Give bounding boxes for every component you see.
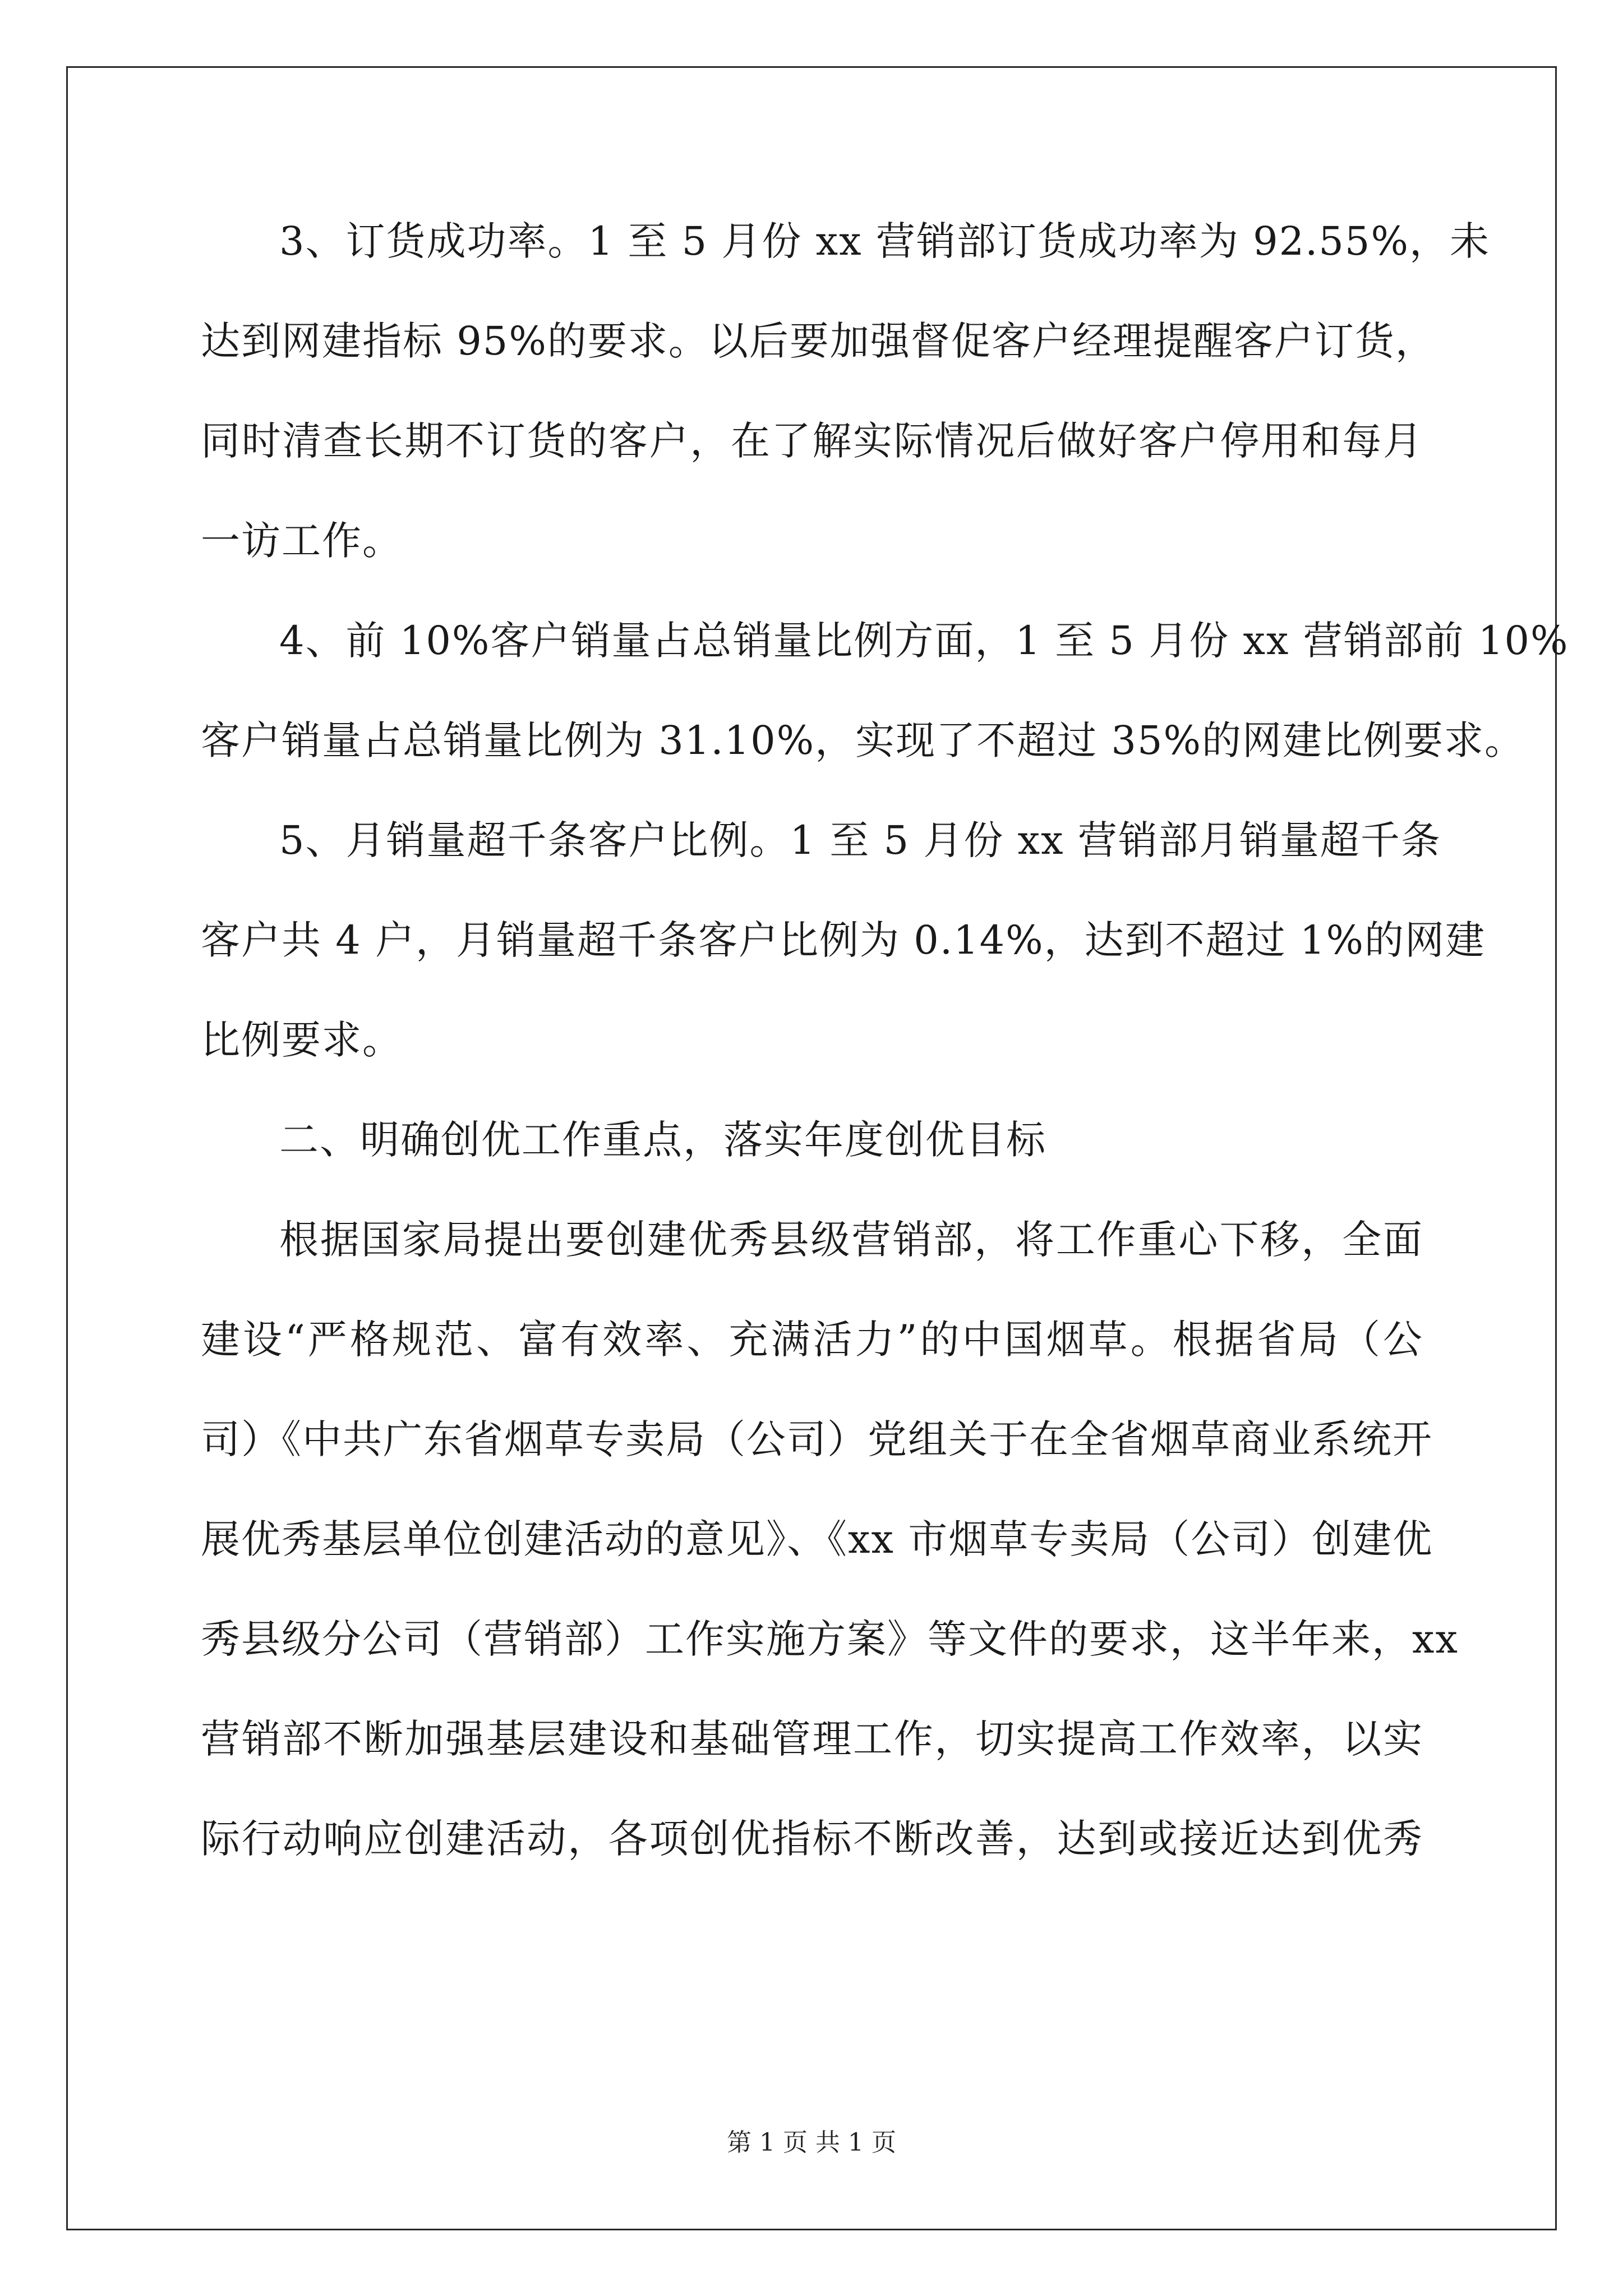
- paragraph-5-line-1: 5、月销量超千条客户比例。1 至 5 月份 xx 营销部月销量超千条: [279, 817, 1441, 863]
- section-heading: 二、明确创优工作重点，落实年度创优目标: [279, 1117, 1046, 1163]
- paragraph-6-line-5: 秀县级分公司（营销部）工作实施方案》等文件的要求，这半年来，xx: [201, 1616, 1459, 1662]
- paragraph-6-line-6: 营销部不断加强基层建设和基础管理工作，切实提高工作效率，以实: [201, 1716, 1423, 1762]
- paragraph-6-line-1: 根据国家局提出要创建优秀县级营销部，将工作重心下移，全面: [279, 1217, 1423, 1263]
- paragraph-3-line-2: 达到网建指标 95%的要求。以后要加强督促客户经理提醒客户订货，: [201, 318, 1436, 364]
- paragraph-4-line-2: 客户销量占总销量比例为 31.10%，实现了不超过 35%的网建比例要求。: [201, 717, 1525, 763]
- paragraph-6-line-7: 际行动响应创建活动，各项创优指标不断改善，达到或接近达到优秀: [201, 1816, 1423, 1862]
- paragraph-5-line-3: 比例要求。: [201, 1017, 403, 1063]
- paragraph-5-line-2: 客户共 4 户，月销量超千条客户比例为 0.14%，达到不超过 1%的网建: [201, 917, 1486, 963]
- paragraph-6-line-4: 展优秀基层单位创建活动的意见》、《xx 市烟草专卖局（公司）创建优: [201, 1516, 1433, 1562]
- paragraph-3-line-1: 3、订货成功率。1 至 5 月份 xx 营销部订货成功率为 92.55%，未: [279, 218, 1490, 264]
- paragraph-3-line-4: 一访工作。: [201, 518, 403, 564]
- paragraph-3-line-3: 同时清查长期不订货的客户，在了解实际情况后做好客户停用和每月: [201, 418, 1423, 464]
- paragraph-6-line-2: 建设“严格规范、富有效率、充满活力”的中国烟草。根据省局（公: [201, 1317, 1423, 1363]
- paragraph-4-line-1: 4、前 10%客户销量占总销量比例方面，1 至 5 月份 xx 营销部前 10%: [279, 618, 1569, 664]
- paragraph-6-line-3: 司）《中共广东省烟草专卖局（公司）党组关于在全省烟草商业系统开: [201, 1416, 1433, 1462]
- page-footer: 第 1 页 共 1 页: [727, 2128, 896, 2157]
